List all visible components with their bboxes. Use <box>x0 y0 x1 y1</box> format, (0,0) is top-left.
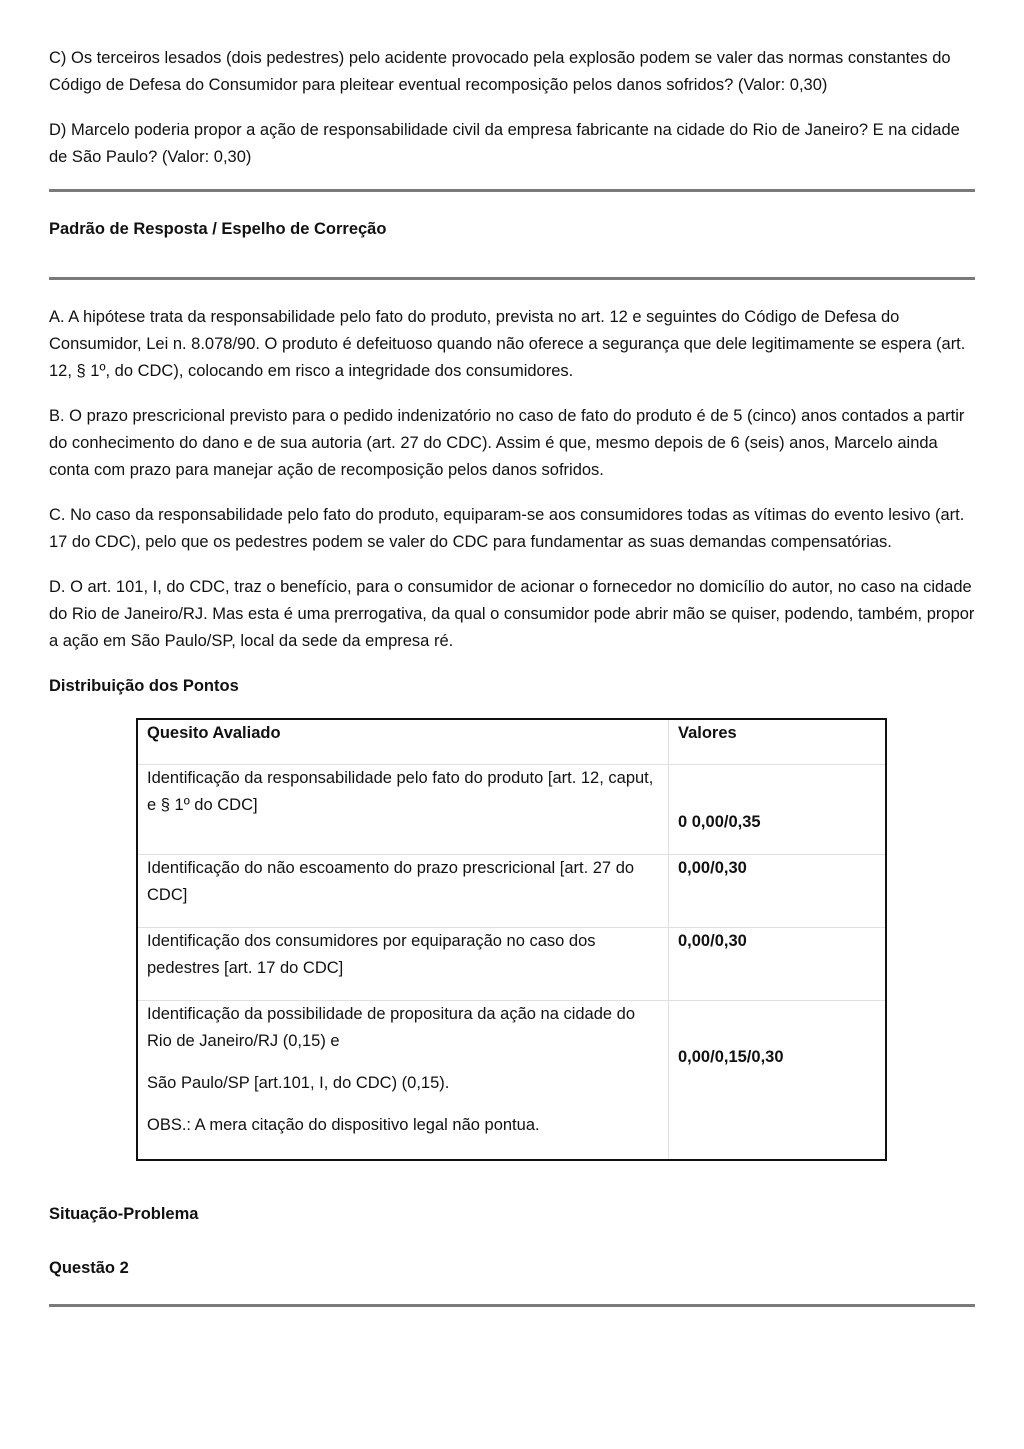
row-criterion <box>137 855 669 928</box>
distribution-heading: Distribuição dos Pontos <box>49 677 239 695</box>
row-value-text: 0,00/0,15/0,30 <box>678 1048 784 1066</box>
situation-heading: Situação-Problema <box>49 1205 199 1223</box>
table-row <box>137 855 886 928</box>
row-value <box>669 765 887 855</box>
points-table <box>136 718 887 1161</box>
table-header-row <box>137 719 886 765</box>
row-criterion-text: Identificação do não escoamento do prazo prescricional [art. 27 do CDC] <box>147 859 635 904</box>
question-c: C) Os terceiros lesados (dois pedestres) pelo acidente provocado pela explosão podem se valer das normas constantes do Código de Defesa do Consumidor para pleitear eventual recomposição pelos danos sofridos? (Valor: 0,30) <box>49 49 951 94</box>
row-criterion-text: Identificação da responsabilidade pelo fato do produto [art. 12, caput, e § 1º do CDC] <box>147 769 654 814</box>
divider-top <box>49 189 975 192</box>
row-value <box>669 928 887 1001</box>
row-criterion <box>137 765 669 855</box>
answer-c: C. No caso da responsabilidade pelo fato do produto, equiparam-se aos consumidores todas as vítimas do evento lesivo (art. 17 do CDC), pelo que os pedestres podem se valer do CDC para fundamentar as suas demandas compensatórias. <box>49 506 965 551</box>
table-row <box>137 765 886 855</box>
row-value <box>669 1001 887 1161</box>
row-value <box>669 855 887 928</box>
answer-a: A. A hipótese trata da responsabilidade pelo fato do produto, prevista no art. 12 e seguintes do Código de Defesa do Consumidor, Lei n. 8.078/90. O produto é defeituoso quando não oferece a segurança que dele legitimamente se espera (art. 12, § 1º, do CDC), colocando em risco a integridade dos consumidores. <box>49 308 966 380</box>
answer-heading: Padrão de Resposta / Espelho de Correção <box>49 220 387 238</box>
row-value-text: 0,00/0,30 <box>678 859 747 877</box>
question2-heading: Questão 2 <box>49 1259 129 1277</box>
answer-b: B. O prazo prescricional previsto para o pedido indenizatório no caso de fato do produto é de 5 (cinco) anos contados a partir do conhecimento do dano e de sua autoria (art. 27 do CDC). Assim é que, mesmo depois de 6 (seis) anos, Marcelo ainda conta com prazo para manejar ação de recomposição pelos danos sofridos. <box>49 407 965 479</box>
row-criterion-note: OBS.: A mera citação do dispositivo legal não pontua. <box>147 1116 540 1134</box>
header-criterion: Quesito Avaliado <box>137 719 669 765</box>
table-row <box>137 1001 886 1161</box>
row-criterion <box>137 1001 669 1161</box>
answer-d: D. O art. 101, I, do CDC, traz o benefício, para o consumidor de acionar o fornecedor no domicílio do autor, no caso na cidade do Rio de Janeiro/RJ. Mas esta é uma prerrogativa, da qual o consumidor pode abrir mão se quiser, podendo, também, propor a ação em São Paulo/SP, local da sede da empresa ré. <box>49 578 975 650</box>
row-criterion-line: Identificação da possibilidade de propositura da ação na cidade do Rio de Janeiro/RJ (0,15) e <box>147 1005 636 1050</box>
header-values: Valores <box>669 719 887 765</box>
row-criterion <box>137 928 669 1001</box>
divider-middle <box>49 277 975 280</box>
divider-bottom <box>49 1304 975 1307</box>
row-criterion-line: São Paulo/SP [art.101, I, do CDC) (0,15). <box>147 1074 450 1092</box>
row-criterion-text: Identificação dos consumidores por equiparação no caso dos pedestres [art. 17 do CDC] <box>147 932 596 977</box>
row-value-text: 0,00/0,30 <box>678 932 747 950</box>
row-value-text: 0 0,00/0,35 <box>678 813 761 831</box>
table-row <box>137 928 886 1001</box>
question-d: D) Marcelo poderia propor a ação de responsabilidade civil da empresa fabricante na cidade do Rio de Janeiro? E na cidade de São Paulo? (Valor: 0,30) <box>49 121 960 166</box>
document-content <box>49 45 975 1307</box>
